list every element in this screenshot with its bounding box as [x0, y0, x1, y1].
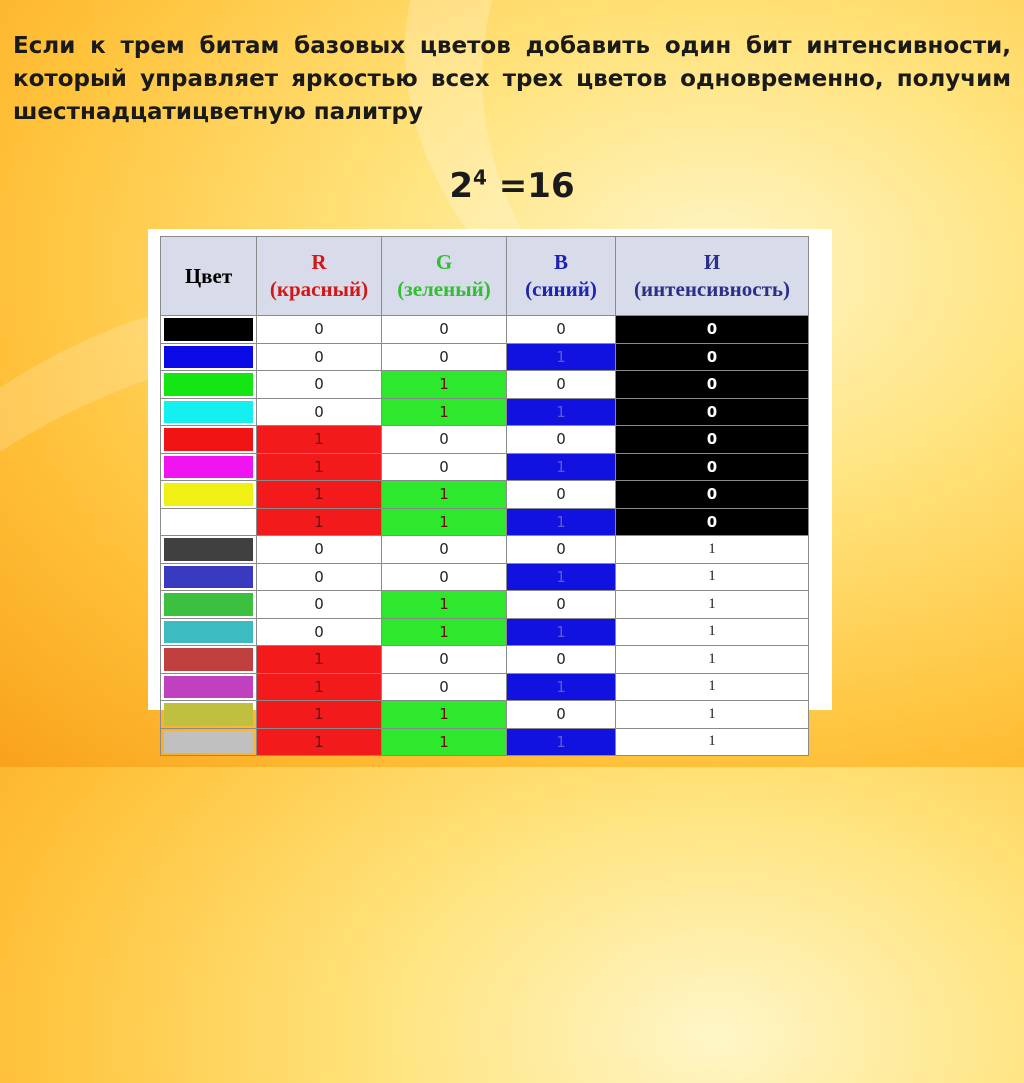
bit-cell-r: 1	[257, 426, 382, 454]
table-row	[161, 371, 809, 399]
bit-cell-g: 0	[382, 646, 507, 674]
bit-cell-g: 1	[382, 701, 507, 729]
bit-cell-b: 0	[507, 591, 616, 619]
color-swatch	[164, 456, 253, 479]
bit-cell-i: 0	[616, 508, 809, 536]
bit-cell-b: 0	[507, 481, 616, 509]
color-swatch-cell	[161, 426, 257, 454]
color-swatch-cell	[161, 453, 257, 481]
color-swatch	[164, 676, 253, 699]
bit-cell-r: 0	[257, 343, 382, 371]
palette-table-body	[161, 316, 809, 756]
bit-cell-b: 0	[507, 316, 616, 344]
bit-cell-g: 1	[382, 508, 507, 536]
bit-cell-i: 0	[616, 343, 809, 371]
color-swatch	[164, 593, 253, 616]
header-color-label: Цвет	[184, 263, 233, 288]
color-swatch-cell	[161, 398, 257, 426]
bit-cell-i: 1	[616, 536, 809, 564]
color-swatch	[164, 566, 253, 589]
table-row	[161, 508, 809, 536]
bit-cell-r: 0	[257, 591, 382, 619]
bit-cell-i: 1	[616, 646, 809, 674]
bit-cell-r: 1	[257, 508, 382, 536]
bit-cell-b: 1	[507, 398, 616, 426]
table-row	[161, 426, 809, 454]
bit-cell-b: 1	[507, 343, 616, 371]
bit-cell-r: 0	[257, 398, 382, 426]
bit-cell-i: 0	[616, 398, 809, 426]
color-swatch	[164, 621, 253, 644]
bit-cell-i: 0	[616, 371, 809, 399]
bit-cell-b: 0	[507, 371, 616, 399]
bit-cell-g: 1	[382, 591, 507, 619]
header-r-label: (красный)	[269, 277, 369, 301]
bit-cell-g: 1	[382, 728, 507, 756]
table-row	[161, 673, 809, 701]
bit-cell-r: 1	[257, 728, 382, 756]
bit-cell-b: 1	[507, 508, 616, 536]
bit-cell-g: 0	[382, 426, 507, 454]
color-swatch-cell	[161, 646, 257, 674]
color-swatch-cell	[161, 316, 257, 344]
bit-cell-b: 1	[507, 728, 616, 756]
header-i-label: (интенсивность)	[633, 277, 791, 301]
formula	[0, 166, 1024, 206]
bit-cell-b: 1	[507, 453, 616, 481]
bit-cell-r: 0	[257, 563, 382, 591]
color-swatch-cell	[161, 481, 257, 509]
bit-cell-i: 1	[616, 728, 809, 756]
color-swatch-cell	[161, 591, 257, 619]
color-swatch-cell	[161, 508, 257, 536]
bit-cell-r: 1	[257, 673, 382, 701]
formula-base: 2	[449, 166, 474, 206]
bit-cell-g: 1	[382, 481, 507, 509]
header-i-letter: И	[703, 250, 721, 274]
palette-table	[160, 236, 809, 756]
color-swatch	[164, 401, 253, 424]
color-swatch-cell	[161, 701, 257, 729]
header-r	[257, 237, 382, 316]
header-g	[382, 237, 507, 316]
color-swatch	[164, 346, 253, 369]
color-swatch	[164, 703, 253, 726]
bit-cell-r: 0	[257, 618, 382, 646]
bit-cell-i: 0	[616, 481, 809, 509]
bit-cell-g: 0	[382, 453, 507, 481]
bit-cell-r: 0	[257, 316, 382, 344]
bit-cell-r: 1	[257, 646, 382, 674]
table-header-row	[161, 237, 809, 316]
bit-cell-i: 0	[616, 453, 809, 481]
bit-cell-r: 0	[257, 536, 382, 564]
formula-exponent: 4	[473, 165, 487, 190]
bit-cell-g: 0	[382, 536, 507, 564]
color-swatch	[164, 318, 253, 341]
bit-cell-i: 1	[616, 563, 809, 591]
header-r-letter: R	[311, 250, 327, 274]
table-row	[161, 343, 809, 371]
bit-cell-g: 0	[382, 316, 507, 344]
color-swatch	[164, 483, 253, 506]
bit-cell-r: 1	[257, 701, 382, 729]
table-row	[161, 618, 809, 646]
table-row	[161, 591, 809, 619]
table-row	[161, 701, 809, 729]
bit-cell-i: 0	[616, 316, 809, 344]
color-swatch-cell	[161, 536, 257, 564]
bit-cell-i: 1	[616, 591, 809, 619]
bit-cell-b: 0	[507, 426, 616, 454]
intro-paragraph: Если к трем битам базовых цветов добавить один бит интенсивности, который управляет яркостью всех трех цветов одновременно, получим шестнадцатицветную палитру	[13, 33, 1011, 125]
color-swatch-cell	[161, 618, 257, 646]
color-swatch	[164, 731, 253, 754]
bit-cell-g: 0	[382, 343, 507, 371]
table-row	[161, 536, 809, 564]
header-b-letter: B	[553, 250, 568, 274]
color-swatch-cell	[161, 673, 257, 701]
table-row	[161, 646, 809, 674]
color-swatch-cell	[161, 728, 257, 756]
color-swatch	[164, 373, 253, 396]
table-row	[161, 728, 809, 756]
color-swatch	[164, 511, 253, 534]
header-g-letter: G	[435, 250, 453, 274]
bit-cell-i: 0	[616, 426, 809, 454]
header-b-label: (синий)	[525, 277, 597, 301]
bit-cell-r: 1	[257, 453, 382, 481]
formula-result: =16	[486, 166, 575, 206]
table-row	[161, 316, 809, 344]
color-swatch-cell	[161, 563, 257, 591]
bit-cell-i: 1	[616, 618, 809, 646]
bit-cell-b: 1	[507, 563, 616, 591]
bit-cell-b: 0	[507, 646, 616, 674]
header-b	[507, 237, 616, 316]
bit-cell-i: 1	[616, 701, 809, 729]
header-i	[616, 237, 809, 316]
header-g-label: (зеленый)	[397, 277, 491, 301]
color-swatch-cell	[161, 343, 257, 371]
bit-cell-r: 1	[257, 481, 382, 509]
bit-cell-i: 1	[616, 673, 809, 701]
table-row	[161, 398, 809, 426]
table-row	[161, 481, 809, 509]
color-swatch-cell	[161, 371, 257, 399]
color-swatch	[164, 428, 253, 451]
header-color	[161, 237, 257, 316]
palette-table-panel	[148, 229, 832, 751]
bit-cell-r: 0	[257, 371, 382, 399]
bit-cell-g: 0	[382, 673, 507, 701]
color-swatch	[164, 538, 253, 561]
bit-cell-b: 0	[507, 701, 616, 729]
table-row	[161, 453, 809, 481]
bit-cell-g: 1	[382, 398, 507, 426]
color-swatch	[164, 648, 253, 671]
bit-cell-b: 0	[507, 536, 616, 564]
bit-cell-g: 1	[382, 618, 507, 646]
bit-cell-g: 1	[382, 371, 507, 399]
bit-cell-g: 0	[382, 563, 507, 591]
table-row	[161, 563, 809, 591]
bit-cell-b: 1	[507, 673, 616, 701]
bit-cell-b: 1	[507, 618, 616, 646]
